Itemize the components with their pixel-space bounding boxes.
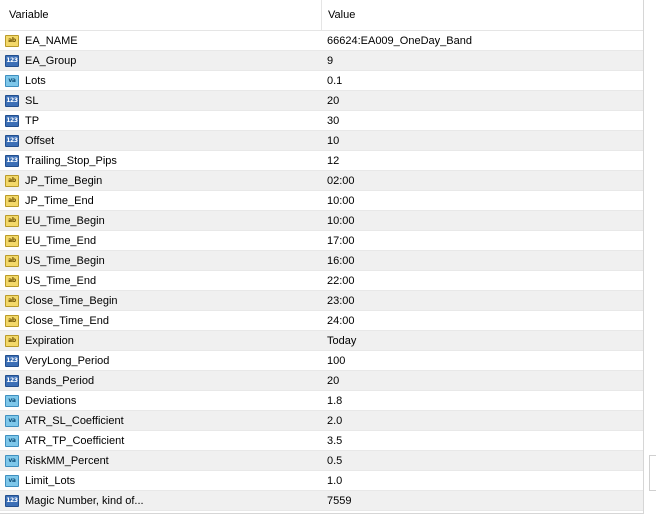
table-row[interactable] — [0, 411, 643, 431]
table-row[interactable] — [0, 51, 643, 71]
table-row[interactable] — [0, 271, 643, 291]
variable-name: ATR_SL_Coefficient — [25, 414, 124, 427]
table-row[interactable] — [0, 211, 643, 231]
variable-name: EA_Group — [25, 54, 77, 67]
string-type-icon: ab — [5, 255, 19, 267]
variable-name: SL — [25, 94, 39, 107]
double-type-icon: va — [5, 475, 19, 487]
table-row[interactable] — [0, 351, 643, 371]
string-type-icon: ab — [5, 35, 19, 47]
value-cell[interactable]: 10 — [327, 134, 340, 147]
variable-cell[interactable] — [0, 351, 322, 370]
integer-type-icon: 123 — [5, 375, 19, 387]
variable-name: Lots — [25, 74, 46, 87]
variable-name: Offset — [25, 134, 55, 147]
variable-name: TP — [25, 114, 40, 127]
value-cell[interactable]: 100 — [327, 354, 346, 367]
table-row[interactable] — [0, 231, 643, 251]
variable-name: JP_Time_End — [25, 194, 94, 207]
table-row[interactable] — [0, 431, 643, 451]
value-cell[interactable]: 22:00 — [327, 274, 355, 287]
integer-type-icon: 123 — [5, 95, 19, 107]
value-cell[interactable]: 9 — [327, 54, 334, 67]
variable-cell[interactable] — [0, 171, 322, 190]
double-type-icon: va — [5, 435, 19, 447]
value-cell[interactable]: 0.5 — [327, 454, 343, 467]
string-type-icon: ab — [5, 295, 19, 307]
variable-cell[interactable] — [0, 471, 322, 490]
table-row[interactable] — [0, 111, 643, 131]
value-cell[interactable]: 02:00 — [327, 174, 355, 187]
value-cell[interactable]: 30 — [327, 114, 340, 127]
table-row[interactable] — [0, 471, 643, 491]
variable-name: EU_Time_End — [25, 234, 97, 247]
value-cell[interactable]: 1.0 — [327, 474, 343, 487]
variable-cell[interactable] — [0, 451, 322, 470]
value-cell[interactable]: 2.0 — [327, 414, 343, 427]
table-row[interactable] — [0, 291, 643, 311]
value-cell[interactable]: 10:00 — [327, 214, 355, 227]
window-edge — [649, 455, 656, 491]
variable-name: Close_Time_End — [25, 314, 109, 327]
value-cell[interactable]: 7559 — [327, 494, 352, 507]
variable-name: JP_Time_Begin — [25, 174, 103, 187]
variable-cell[interactable] — [0, 291, 322, 310]
table-row[interactable] — [0, 251, 643, 271]
integer-type-icon: 123 — [5, 495, 19, 507]
variable-cell[interactable] — [0, 331, 322, 350]
value-cell[interactable]: 10:00 — [327, 194, 355, 207]
integer-type-icon: 123 — [5, 355, 19, 367]
variable-cell[interactable] — [0, 391, 322, 410]
table-row[interactable] — [0, 131, 643, 151]
table-row[interactable] — [0, 331, 643, 351]
value-cell[interactable]: Today — [327, 334, 357, 347]
variable-name: US_Time_Begin — [25, 254, 105, 267]
string-type-icon: ab — [5, 215, 19, 227]
column-header-value[interactable]: Value — [328, 9, 356, 21]
variable-name: Deviations — [25, 394, 77, 407]
table-row[interactable] — [0, 391, 643, 411]
variable-cell[interactable] — [0, 271, 322, 290]
string-type-icon: ab — [5, 195, 19, 207]
string-type-icon: ab — [5, 175, 19, 187]
value-cell[interactable]: 23:00 — [327, 294, 355, 307]
table-row[interactable] — [0, 91, 643, 111]
value-cell[interactable]: 12 — [327, 154, 340, 167]
column-header-variable[interactable]: Variable — [0, 0, 322, 30]
variable-cell[interactable] — [0, 131, 322, 150]
string-type-icon: ab — [5, 275, 19, 287]
variable-cell[interactable] — [0, 231, 322, 250]
double-type-icon: va — [5, 75, 19, 87]
integer-type-icon: 123 — [5, 55, 19, 67]
integer-type-icon: 123 — [5, 135, 19, 147]
variable-cell[interactable] — [0, 491, 322, 510]
variable-name: VeryLong_Period — [25, 354, 110, 367]
variable-name: Close_Time_Begin — [25, 294, 118, 307]
variable-name: Magic Number, kind of... — [25, 494, 144, 507]
variable-cell[interactable] — [0, 71, 322, 90]
value-cell[interactable]: 24:00 — [327, 314, 355, 327]
variable-cell[interactable] — [0, 91, 322, 110]
table-row[interactable] — [0, 31, 643, 51]
variable-cell[interactable] — [0, 431, 322, 450]
grid-body — [0, 31, 643, 511]
value-cell[interactable]: 16:00 — [327, 254, 355, 267]
value-cell[interactable]: 20 — [327, 374, 340, 387]
variable-name: US_Time_End — [25, 274, 97, 287]
variable-cell[interactable] — [0, 51, 322, 70]
value-cell[interactable]: 3.5 — [327, 434, 343, 447]
value-cell[interactable]: 1.8 — [327, 394, 343, 407]
value-cell[interactable]: 0.1 — [327, 74, 343, 87]
table-row[interactable] — [0, 191, 643, 211]
string-type-icon: ab — [5, 235, 19, 247]
variable-cell[interactable] — [0, 411, 322, 430]
variable-name: Trailing_Stop_Pips — [25, 154, 117, 167]
grid-header — [0, 0, 643, 31]
variable-cell[interactable] — [0, 251, 322, 270]
variable-name: Bands_Period — [25, 374, 95, 387]
table-row[interactable] — [0, 311, 643, 331]
value-cell[interactable]: 20 — [327, 94, 340, 107]
variable-name: EU_Time_Begin — [25, 214, 105, 227]
variable-cell[interactable] — [0, 151, 322, 170]
variable-name: Limit_Lots — [25, 474, 76, 487]
variable-name: ATR_TP_Coefficient — [25, 434, 125, 447]
table-row[interactable] — [0, 451, 643, 471]
integer-type-icon: 123 — [5, 115, 19, 127]
table-row[interactable] — [0, 71, 643, 91]
variable-name: Expiration — [25, 334, 74, 347]
double-type-icon: va — [5, 395, 19, 407]
table-row[interactable] — [0, 171, 643, 191]
variable-cell[interactable] — [0, 111, 322, 130]
string-type-icon: ab — [5, 315, 19, 327]
integer-type-icon: 123 — [5, 155, 19, 167]
double-type-icon: va — [5, 415, 19, 427]
variable-cell[interactable] — [0, 311, 322, 330]
double-type-icon: va — [5, 455, 19, 467]
value-cell[interactable]: 66624:EA009_OneDay_Band — [327, 34, 472, 47]
table-row[interactable] — [0, 371, 643, 391]
string-type-icon: ab — [5, 335, 19, 347]
variable-cell[interactable] — [0, 371, 322, 390]
variable-cell[interactable] — [0, 31, 322, 50]
variable-name: RiskMM_Percent — [25, 454, 109, 467]
table-row[interactable] — [0, 491, 643, 511]
variable-name: EA_NAME — [25, 34, 78, 47]
table-row[interactable] — [0, 151, 643, 171]
value-cell[interactable]: 17:00 — [327, 234, 355, 247]
variable-cell[interactable] — [0, 191, 322, 210]
variable-cell[interactable] — [0, 211, 322, 230]
